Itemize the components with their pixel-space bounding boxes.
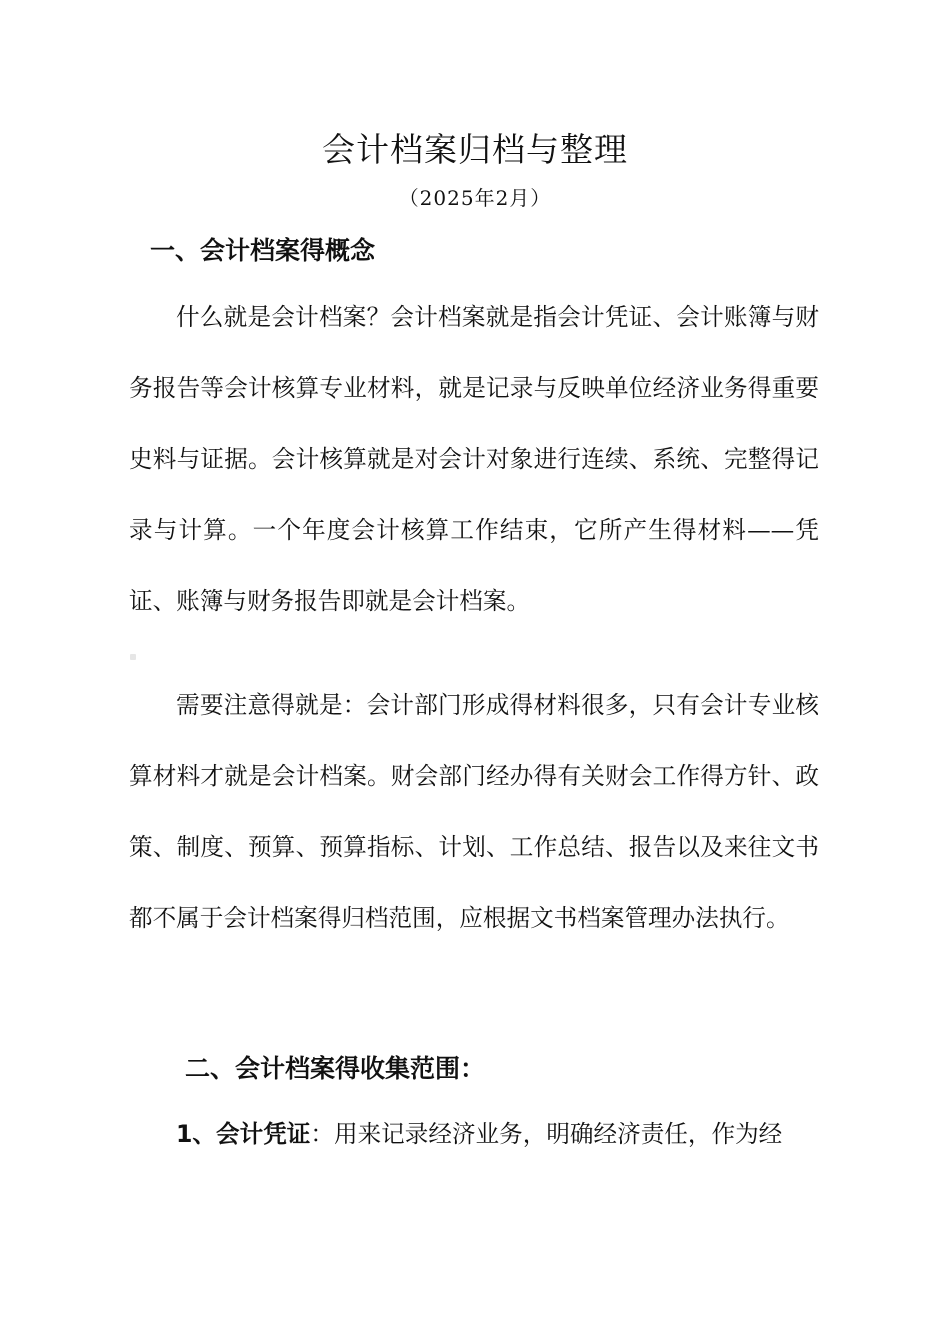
paragraph-note: 需要注意得就是：会计部门形成得材料很多，只有会计专业核算材料才就是会计档案。财会部门经办得有关财会工作得方针、政策、制度、预算、预算指标、计划、工作总结、报告以及来往文书都不属于会计档案得归档范围，应根据文书档案管理办法执行。 [129,691,819,932]
document-date: （2025年2月） [398,186,552,210]
paragraph-definition: 什么就是会计档案？会计档案就是指会计凭证、会计账簿与财务报告等会计核算专业材料，就是记录与反映单位经济业务得重要史料与证据。会计核算就是对会计对象进行连续、系统、完整得记录与计算。一个年度会计核算工作结束，它所产生得材料——凭证、账簿与财务报告即就是会计档案。 [129,303,819,615]
section-heading-concept: 一、会计档案得概念 [150,236,376,265]
list-item-text: ：用来记录经济业务，明确经济责任，作为经 [310,1120,783,1148]
scan-artifact-mark [130,654,136,660]
section-heading-scope: 二、会计档案得收集范围： [185,1054,486,1083]
list-item-accounting-voucher [129,1114,819,1154]
document-title: 会计档案归档与整理 [322,130,628,169]
list-item-label: 1、会计凭证 [176,1120,311,1148]
